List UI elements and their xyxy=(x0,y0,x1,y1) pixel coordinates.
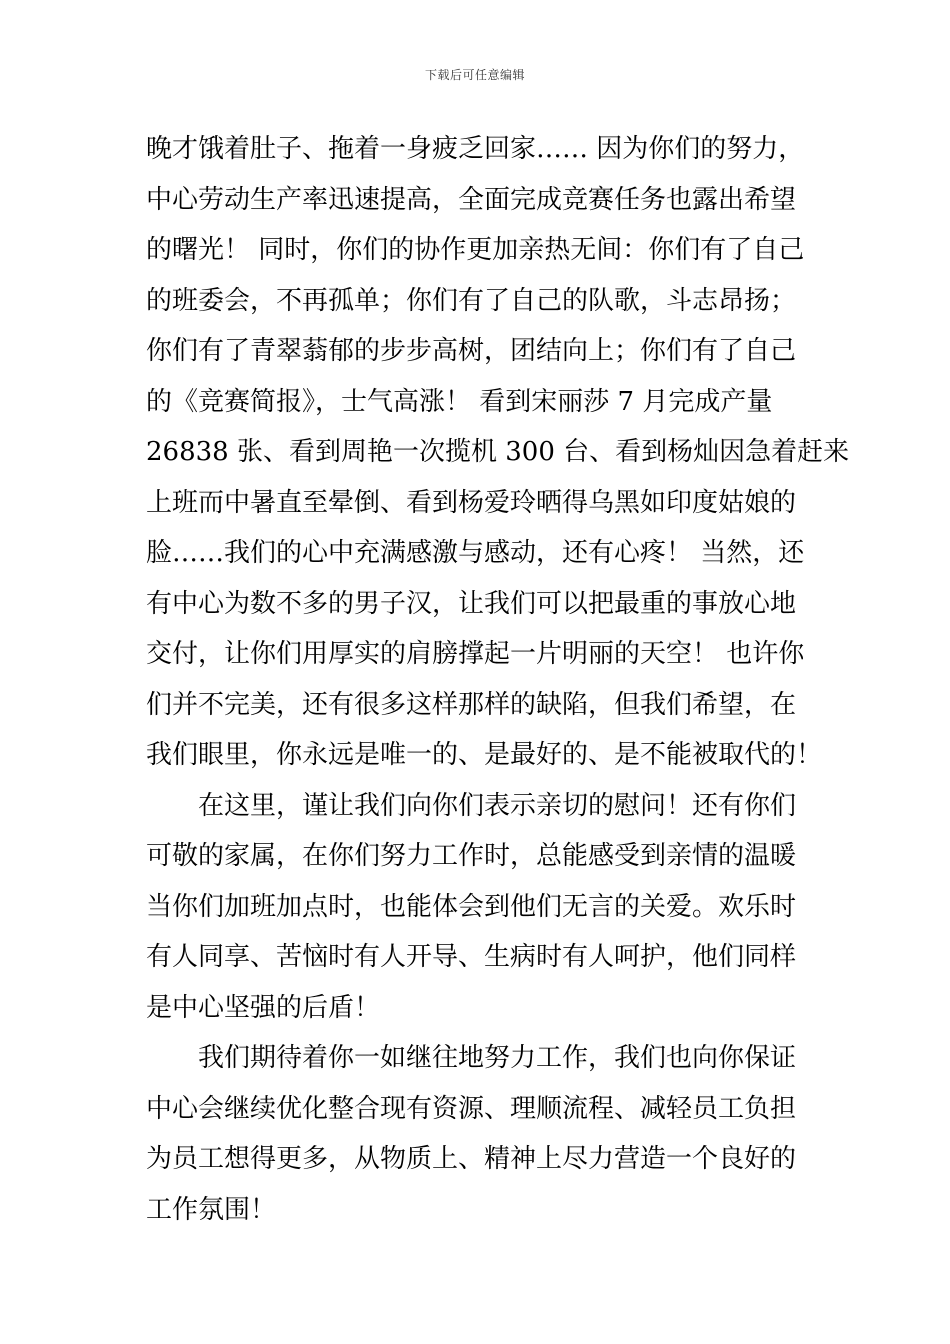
text-line: 们并不完美，还有很多这样那样的缺陷，但我们希望，在 xyxy=(146,689,797,720)
page-header-note: 下载后可任意编辑 xyxy=(424,68,525,82)
text-line: 的班委会，不再孤单；你们有了自己的队歌，斗志昂扬； xyxy=(146,285,797,316)
text-line: 晚才饿着肚子、拖着一身疲乏回家…… 因为你们的努力， xyxy=(146,134,805,164)
text-line: 中心劳动生产率迅速提高，全面完成竞赛任务也露出希望 xyxy=(146,184,797,215)
text-line: 我们期待着你一如继往地努力工作，我们也向你保证 xyxy=(146,1043,797,1073)
text-line: 工作氛围！ xyxy=(146,1194,277,1225)
text-line: 26838 张、看到周艳一次揽机 300 台、看到杨灿因急着赶来 xyxy=(146,437,850,467)
text-line: 可敬的家属，在你们努力工作时，总能感受到亲情的温暖 xyxy=(146,841,797,871)
text-line: 上班而中暑直至晕倒、看到杨爱玲晒得乌黑如印度姑娘的 xyxy=(146,487,797,518)
text-line: 是中心坚强的后盾！ xyxy=(146,992,381,1023)
text-line: 脸……我们的心中充满感激与感动，还有心疼！ 当然，还 xyxy=(146,538,805,568)
text-line: 中心会继续优化整合现有资源、理顺流程、减轻员工负担 xyxy=(146,1093,797,1124)
text-line: 的曙光！ 同时，你们的协作更加亲热无间：你们有了自己 xyxy=(146,235,805,265)
body-text xyxy=(146,124,850,1235)
text-line: 为员工想得更多，从物质上、精神上尽力营造一个良好的 xyxy=(146,1144,797,1174)
text-line: 有中心为数不多的男子汉，让我们可以把最重的事放心地 xyxy=(146,588,797,619)
text-line: 的《竞赛简报》，士气高涨！ 看到宋丽莎 7 月完成产量 xyxy=(146,386,773,417)
text-line: 当你们加班加点时，也能体会到他们无言的关爱。欢乐时 xyxy=(146,891,797,922)
text-line: 你们有了青翠蓊郁的步步高树，团结向上；你们有了自己 xyxy=(146,336,797,366)
text-line: 有人同享、苦恼时有人开导、生病时有人呵护，他们同样 xyxy=(146,942,797,972)
text-line: 交付，让你们用厚实的肩膀撑起一片明丽的天空！ 也许你 xyxy=(146,639,805,669)
text-line: 在这里，谨让我们向你们表示亲切的慰问！还有你们 xyxy=(146,790,797,821)
text-line: 我们眼里，你永远是唯一的、是最好的、是不能被取代的！ xyxy=(146,740,823,770)
